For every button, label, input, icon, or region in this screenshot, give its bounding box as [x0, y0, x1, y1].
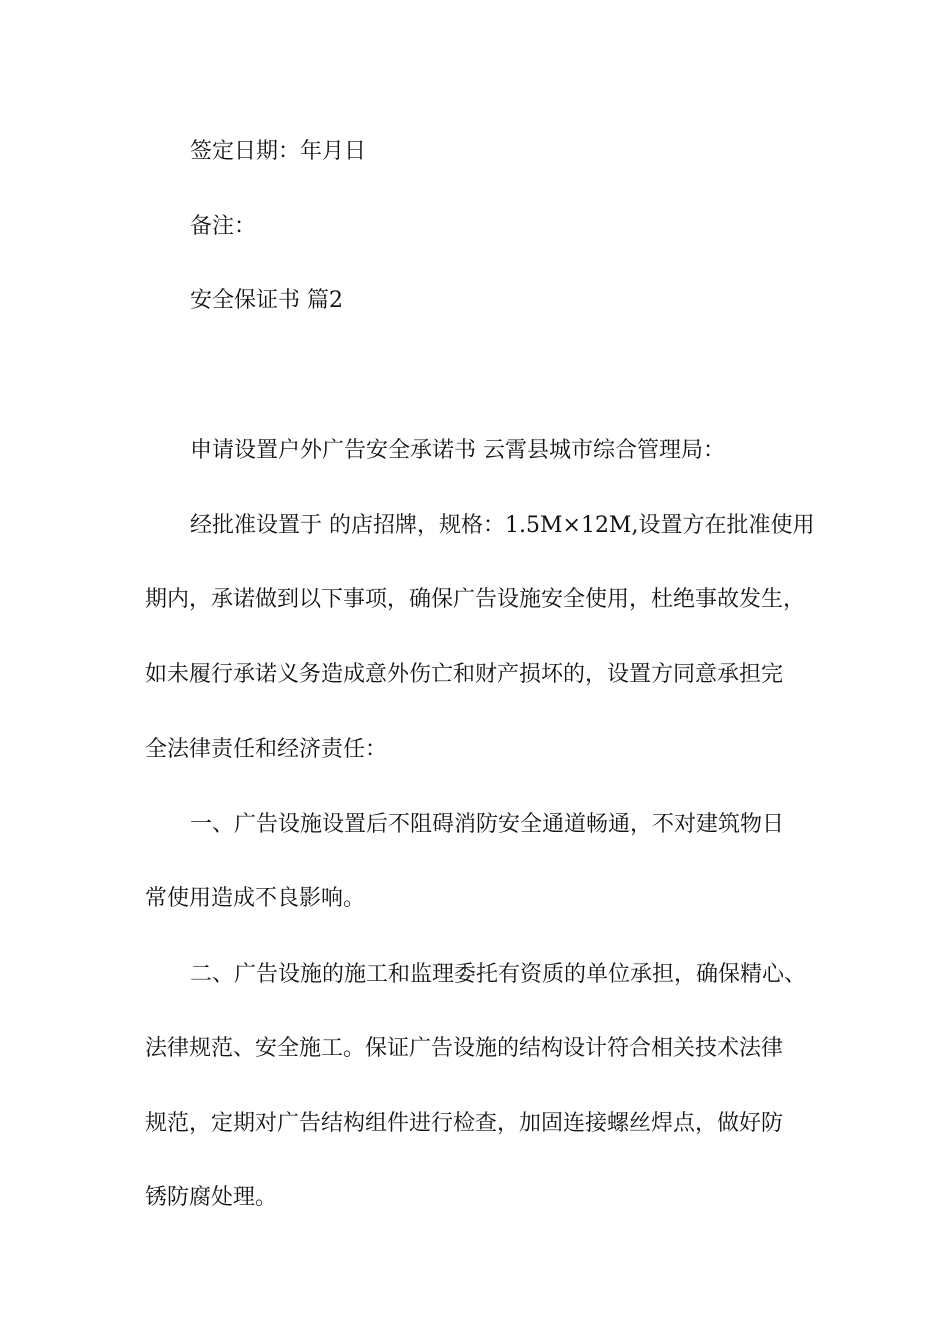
section-title: 安全保证书 篇2 — [190, 288, 343, 313]
paragraph-line: 锈防腐处理。 — [145, 1185, 278, 1210]
paragraph-line: 一、广告设施设置后不阻碍消防安全通道畅通，不对建筑物日 — [190, 812, 785, 837]
remarks-label: 备注： — [190, 214, 257, 239]
letter-heading: 申请设置户外广告安全承诺书 云霄县城市综合管理局： — [190, 438, 725, 463]
paragraph-line: 规范，定期对广告结构组件进行检查，加固连接螺丝焊点，做好防 — [145, 1111, 784, 1136]
signing-date: 签定日期：年月日 — [190, 139, 367, 164]
paragraph-line: 经批准设置于 的店招牌，规格：1.5M×12M,设置方在批准使用 — [190, 513, 815, 538]
paragraph-line: 如未履行承诺义务造成意外伤亡和财产损坏的，设置方同意承担完 — [145, 662, 784, 687]
paragraph-line: 常使用造成不良影响。 — [145, 886, 366, 911]
paragraph-line: 全法律责任和经济责任： — [145, 737, 388, 762]
paragraph-line: 期内，承诺做到以下事项，确保广告设施安全使用，杜绝事故发生， — [145, 587, 806, 612]
paragraph-line: 二、广告设施的施工和监理委托有资质的单位承担，确保精心、 — [190, 962, 807, 987]
paragraph-line: 法律规范、安全施工。保证广告设施的结构设计符合相关技术法律 — [145, 1036, 784, 1061]
